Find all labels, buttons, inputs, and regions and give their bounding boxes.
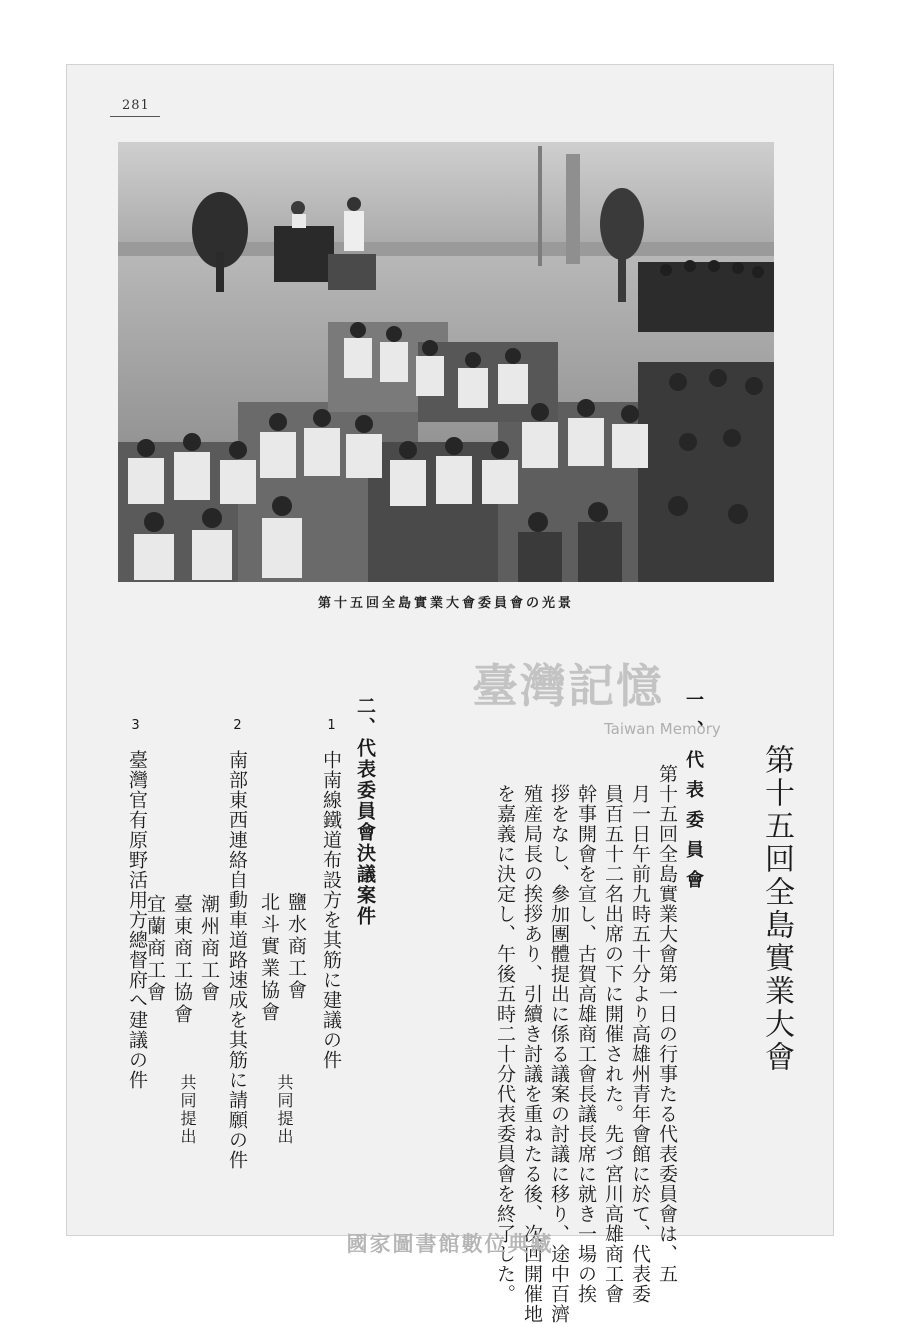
item-number: 1 bbox=[324, 718, 339, 733]
resolution-item: 中南線鐵道布設方を其筋に建議の件 bbox=[320, 750, 342, 1070]
proposer: 宜蘭商工會 bbox=[144, 894, 166, 1004]
section2-heading: 二、代表委員會決議案件 bbox=[354, 696, 376, 927]
article-title: 第十五回全島實業大會 bbox=[759, 744, 794, 1074]
watermark-subtitle: Taiwan Memory bbox=[604, 720, 721, 738]
item-number: 2 bbox=[230, 718, 245, 733]
proposer: 北斗實業協會 bbox=[258, 892, 280, 1024]
section1-heading: 一、代表委員會 bbox=[683, 690, 704, 900]
section1-line: 幹事開會を宣し、古賀高雄商工會長議長席に就き一場の挨 bbox=[575, 784, 597, 1304]
joint-submission: 共同提出 bbox=[275, 1074, 294, 1146]
proposer: 鹽水商工會 bbox=[285, 892, 307, 1002]
section1-line: 第十五回全島實業大會第一日の行事たる代表委員會は、五 bbox=[656, 764, 678, 1284]
section1-line: 殖産局長の挨拶あり、引續き討議を重ねたる後、次回開催地 bbox=[521, 784, 543, 1324]
item-number: 3 bbox=[128, 718, 143, 733]
watermark-logo: 臺灣記憶 bbox=[472, 659, 664, 713]
section1-line: を嘉義に決定し、午後五時二十分代表委員會を終了した。 bbox=[494, 784, 516, 1304]
section1-line: 拶をなし、參加團體提出に係る議案の討議に移り、途中百濟 bbox=[548, 784, 570, 1324]
section1-line: 員百五十二名出席の下に開催された。先づ宮川高雄商工會 bbox=[602, 784, 624, 1304]
meeting-photo-drawing bbox=[118, 142, 774, 582]
proposer: 臺東商工協會 bbox=[171, 894, 193, 1026]
page-number: 281 bbox=[122, 98, 150, 113]
photo-caption: 第十五回全島實業大會委員會の光景 bbox=[317, 596, 574, 611]
resolution-item: 臺灣官有原野活用方總督府へ建議の件 bbox=[126, 750, 148, 1090]
page-number-rule bbox=[110, 116, 160, 117]
meeting-photo bbox=[118, 142, 774, 582]
proposer: 潮州商工會 bbox=[198, 894, 220, 1004]
section1-line: 月一日午前九時五十分より高雄州青年會館に於て、代表委 bbox=[629, 784, 651, 1304]
archive-footer: 國家圖書館數位典藏 bbox=[346, 1232, 554, 1256]
joint-submission: 共同提出 bbox=[178, 1074, 197, 1146]
resolution-item: 南部東西連絡自動車道路速成を其筋に請願の件 bbox=[226, 750, 248, 1170]
